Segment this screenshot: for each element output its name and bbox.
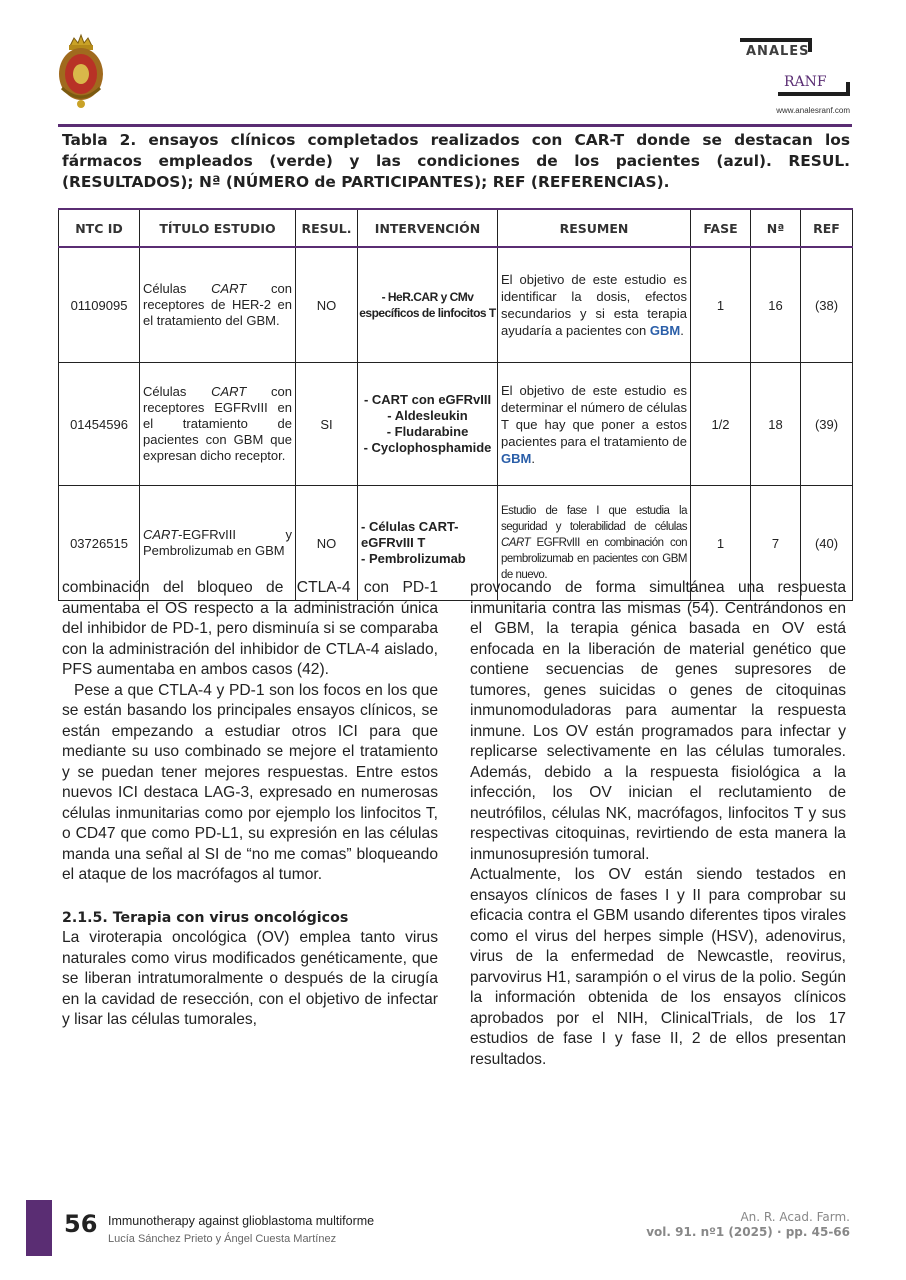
ntc-id-cell: 01454596 — [59, 363, 140, 486]
table-caption: Tabla 2. ensayos clínicos completados realizados con CAR-T donde se destacan los fármacos empleados (verde) y las condiciones de los pacientes (azul). RESUL. (RESULTADOS); Nª (NÚMERO de PARTICIPANTES); REF (REFERENCIAS). — [62, 131, 850, 191]
summary-cell: El objetivo de este estudio es identificar la dosis, efectos secundarios y si esta terapia ayudaría a pacientes con GBM. — [498, 247, 691, 363]
logo-bar — [778, 92, 850, 96]
study-title-cell: CART-EGFRvIII y Pembrolizumab en GBM — [140, 486, 296, 601]
journal-citation — [646, 1210, 850, 1240]
table-row — [59, 363, 853, 486]
participants-cell: 7 — [751, 486, 801, 601]
condition-highlight: GBM — [649, 323, 681, 338]
study-title-cell: Células CART con receptores EGFRvIII en el tratamiento de pacientes con GBM que expresan dicho receptor. — [140, 363, 296, 486]
study-title-cell: Células CART con receptores de HER-2 en el tratamiento del GBM. — [140, 247, 296, 363]
section-heading: 2.1.5. Terapia con virus oncológicos — [62, 909, 349, 926]
column-header: FASE — [691, 209, 751, 247]
caption-rule — [58, 124, 852, 127]
logo-anales-text: ANALES — [746, 44, 810, 59]
journal-name: An. R. Acad. Farm. — [740, 1210, 850, 1224]
phase-cell: 1 — [691, 486, 751, 601]
clinical-trials-table — [58, 208, 853, 601]
analesranf-logo — [740, 38, 850, 118]
body-paragraph: Actualmente, los OV están siendo testados en ensayos clínicos de fases I y II para comprobar su eficacia contra el GBM usando diferentes tipos virales como el virus del herpes simple (HSV), adenovirus, virus de la enfermedad de Newcastle, reovirus, parvovirus H1, sarampión o el virus de la polio. Según la información obtenida de los ensayos clínicos aprobados por el NIH, ClinicalTrials, de los 17 estudios de fase I y fase II, 2 de ellos presentan resultados. — [470, 866, 846, 1068]
body-paragraph: Pese a que CTLA-4 y PD-1 son los focos en los que se están basando los principales ensayos clínicos, se están empezando a estudiar otros ICI para que mediante su uso combinado se mejore el tratamiento y se puedan tener mejores respuestas. Entre estos nuevos ICI destaca LAG-3, expresado en numerosas células inmunitarias como por ejemplo los linfocitos T, o CD47 que como PD-L1, su expresión en las células manda una señal al SI de “no me comas” bloqueando el ataque de los macrófagos al tumor. — [62, 681, 438, 883]
logo-bar — [846, 82, 850, 96]
phase-cell: 1/2 — [691, 363, 751, 486]
logo-bar — [740, 38, 812, 42]
table-row — [59, 247, 853, 363]
intervention-cell: - CART con eGFRvIII - Aldesleukin - Fludarabine - Cyclophosphamide — [358, 363, 498, 486]
running-title: Immunotherapy against glioblastoma multiforme — [108, 1214, 375, 1228]
participants-cell: 16 — [751, 247, 801, 363]
reference-cell: (39) — [801, 363, 853, 486]
results-cell: NO — [296, 247, 358, 363]
participants-cell: 18 — [751, 363, 801, 486]
intervention-cell: - Células CART-eGFRvIII T - Pembrolizumab — [358, 486, 498, 601]
column-header: NTC ID — [59, 209, 140, 247]
results-cell: NO — [296, 486, 358, 601]
column-header: Nª — [751, 209, 801, 247]
royal-academy-crest-icon — [52, 32, 110, 110]
body-paragraph: combinación del bloqueo de CTLA-4 con PD-1 aumentaba el OS respecto a la administración única del inhibidor de PD-1, pero disminuía si se comparaba con la administración del inhibidor de CTLA-4 aislado, PFS aumentaba en ambos casos (42). — [62, 579, 438, 678]
table-header-row — [59, 209, 853, 247]
ntc-id-cell: 03726515 — [59, 486, 140, 601]
column-header: INTERVENCIÓN — [358, 209, 498, 247]
column-header: RESUL. — [296, 209, 358, 247]
reference-cell: (38) — [801, 247, 853, 363]
logo-ranf-text: RANF — [784, 74, 827, 90]
left-text-column — [62, 578, 438, 1031]
summary-cell: El objetivo de este estudio es determinar el número de células T que hay que poner a estos pacientes para el tratamiento de GBM. — [498, 363, 691, 486]
condition-highlight: GBM — [501, 450, 532, 466]
logo-url: www.analesranf.com — [776, 106, 850, 115]
summary-cell: Estudio de fase I que estudia la seguridad y tolerabilidad de células CART EGFRvIII en combinación con pembrolizumab en pacientes con GBM de nuevo. — [498, 486, 691, 601]
reference-cell: (40) — [801, 486, 853, 601]
column-header: REF — [801, 209, 853, 247]
footer-accent-bar — [26, 1200, 52, 1256]
body-paragraph: provocando de forma simultánea una respuesta inmunitaria contra las mismas (54). Centrándonos en el GBM, la terapia génica basada en OV está enfocada en la liberación de material genético que contiene secuencias de genes supresores de tumores, genes suicidas o genes de citoquinas inmunomoduladoras para aumentar la respuesta inmune. Los OV están programados para infectar y replicarse selectivamente en las células tumorales. Además, debido a la respuesta fisiológica a la infección, los OV inician el reclutamiento de neutrófilos, células NK, macrófagos, linfocitos T y sus respectivas citoquinas, revirtiendo de esta manera la inmunosupresión tumoral. — [470, 579, 846, 863]
intervention-cell: - HeR.CAR y CMv específicos de linfocitos T — [358, 247, 498, 363]
right-text-column — [470, 578, 846, 1070]
column-header: TÍTULO ESTUDIO — [140, 209, 296, 247]
column-header: RESUMEN — [498, 209, 691, 247]
ntc-id-cell: 01109095 — [59, 247, 140, 363]
journal-volume: vol. 91. nº1 (2025) · pp. 45-66 — [646, 1225, 850, 1239]
results-cell: SI — [296, 363, 358, 486]
running-authors: Lucía Sánchez Prieto y Ángel Cuesta Martínez — [108, 1233, 337, 1245]
body-paragraph: La viroterapia oncológica (OV) emplea tanto virus naturales como virus modificados genéticamente, que se liberan intratumoralmente o después de la cirugía en la cavidad de resección, con el objetivo de infectar y lisar las células tumorales, — [62, 929, 438, 1028]
phase-cell: 1 — [691, 247, 751, 363]
page-number: 56 — [64, 1210, 98, 1238]
